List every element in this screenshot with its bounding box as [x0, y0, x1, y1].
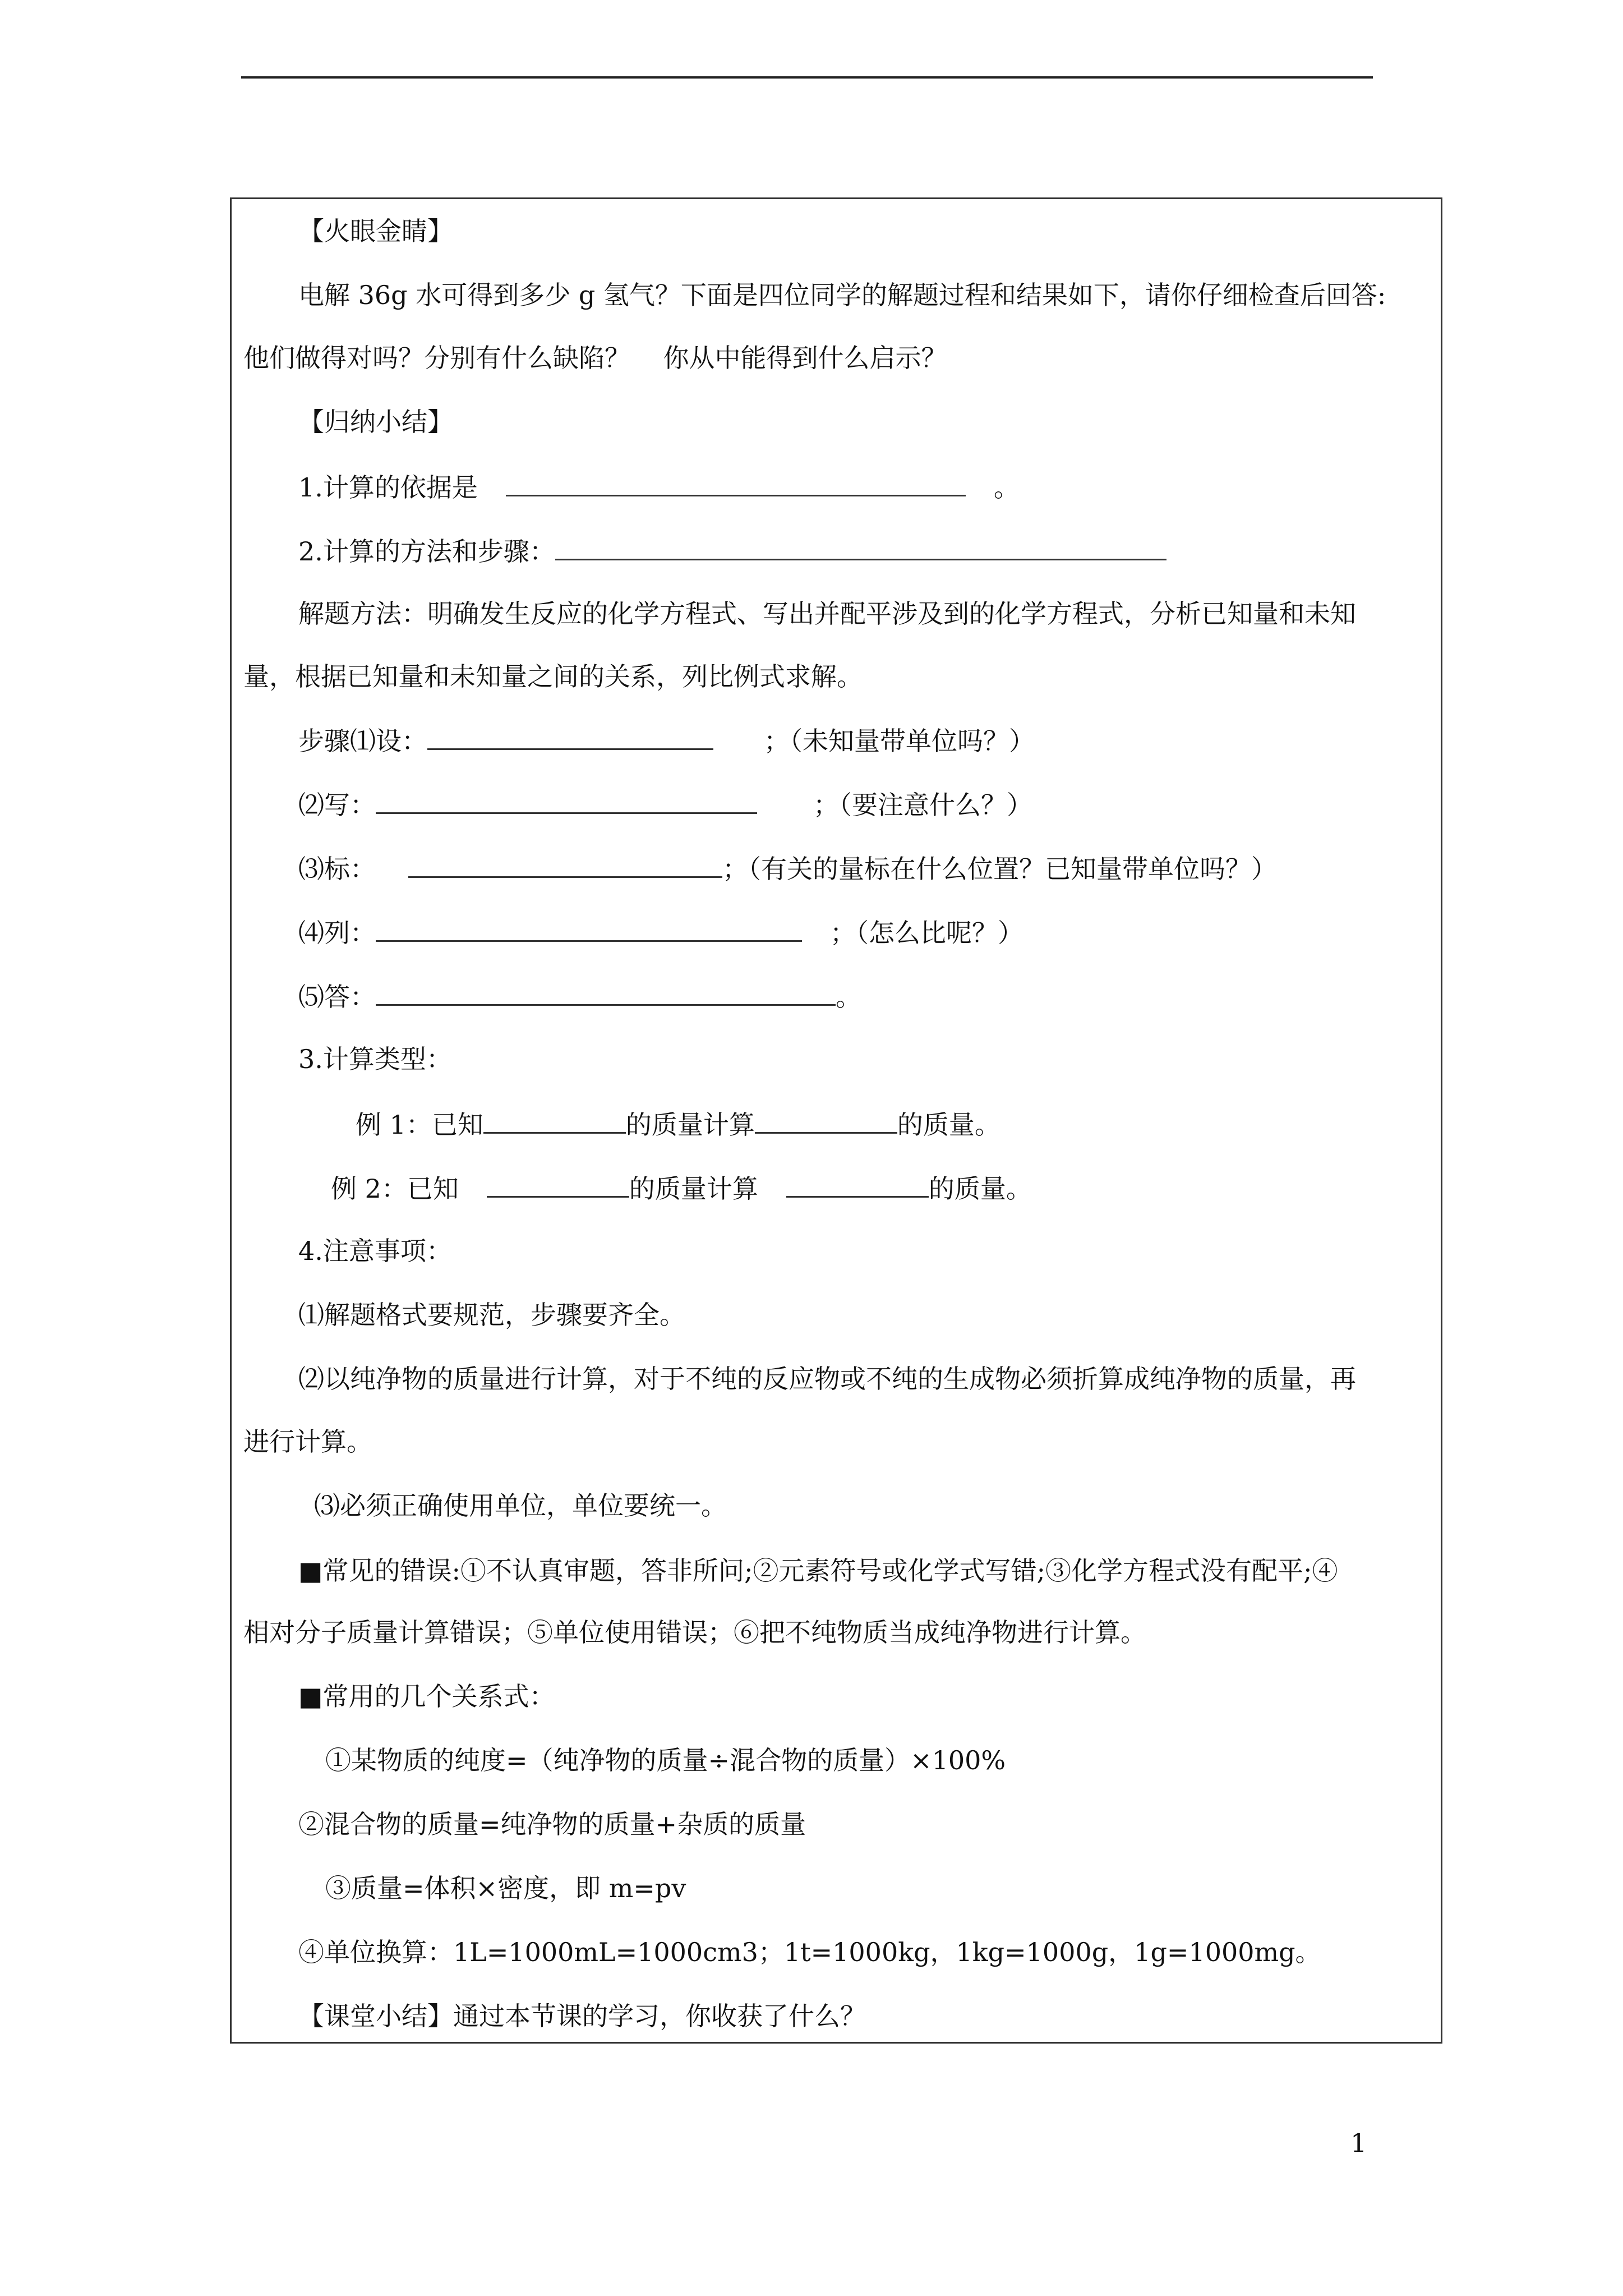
note-2-line-1: ⑵以纯净物的质量进行计算，对于不纯的反应物或不纯的生成物必须折算成纯净物的质量，再 [298, 1364, 1356, 1394]
step-1-blank[interactable] [427, 723, 713, 750]
step-3-blank[interactable] [408, 850, 722, 878]
problem-line-1: 电解 36g 水可得到多少 g 氢气？下面是四位同学的解题过程和结果如下，请你仔细检查后回答: [298, 280, 1386, 310]
huoyan-heading: 【火眼金睛】 [298, 216, 453, 246]
step-2-suffix: ；（要注意什么？） [813, 790, 1032, 820]
relations-heading: ■常用的几个关系式： [298, 1681, 555, 1711]
note-1: ⑴解题格式要规范，步骤要齐全。 [298, 1300, 685, 1330]
step-1-suffix: ；（未知量带单位吗？） [764, 726, 1035, 756]
example-2-blank-a[interactable] [487, 1170, 629, 1198]
relation-2: ②混合物的质量=纯净物的质量+杂质的质量 [298, 1809, 806, 1839]
example-2-blank-b[interactable] [786, 1170, 929, 1198]
step-4-suffix: ；（怎么比呢？） [830, 918, 1023, 948]
example-1-blank-b[interactable] [755, 1106, 897, 1134]
step-2 [298, 786, 1032, 822]
relation-4: ④单位换算：1L=1000mL=1000cm3；1t=1000kg，1kg=1000g，1g=1000mg。 [298, 1937, 1321, 1967]
approach-line-2: 量，根据已知量和未知量之间的关系，列比例式求解。 [243, 661, 863, 692]
notes-heading: 4.注意事项： [298, 1236, 452, 1266]
relation-3: ③质量=体积×密度，即 m=pv [325, 1873, 686, 1903]
step-1 [298, 723, 1035, 758]
method-blank[interactable] [555, 533, 1166, 560]
summary-heading: 【归纳小结】 [298, 407, 453, 437]
step-5 [298, 978, 861, 1014]
errors-line-2: 相对分子质量计算错误；⑤单位使用错误；⑥把不纯物质当成纯净物进行计算。 [243, 1617, 1146, 1648]
step-5-blank[interactable] [376, 978, 836, 1006]
basis-suffix: 。 [993, 472, 1020, 503]
note-3: ⑶必须正确使用单位，单位要统一。 [314, 1490, 727, 1521]
types-heading: 3.计算类型： [298, 1044, 452, 1074]
example-1-mid: 的质量计算 [625, 1110, 755, 1140]
step-3 [298, 850, 1277, 886]
step-3-suffix: ；（有关的量标在什么位置？已知量带单位吗？） [722, 854, 1277, 884]
note-2-line-2: 进行计算。 [243, 1427, 372, 1457]
class-summary: 【课堂小结】通过本节课的学习，你收获了什么？ [298, 2001, 866, 2031]
step-3-prefix: ⑶标： [298, 854, 376, 884]
step-2-prefix: ⑵写： [298, 790, 376, 820]
step-4-prefix: ⑷列： [298, 918, 376, 948]
basis-blank[interactable] [506, 469, 966, 496]
step-1-prefix: 步骤⑴设： [298, 726, 427, 756]
page-number: 1 [1350, 2128, 1367, 2158]
step-5-prefix: ⑸答： [298, 982, 376, 1012]
approach-line-1: 解题方法：明确发生反应的化学方程式、写出并配平涉及到的化学方程式，分析已知量和未知 [298, 599, 1356, 629]
method-line [298, 533, 1166, 568]
step-5-suffix: 。 [836, 982, 861, 1012]
example-1 [356, 1106, 1000, 1142]
example-2 [331, 1170, 1032, 1205]
example-2-suffix: 的质量。 [928, 1174, 1032, 1204]
example-1-suffix: 的质量。 [897, 1110, 1000, 1140]
relation-1: ①某物质的纯度=（纯净物的质量÷混合物的质量）×100% [325, 1745, 1006, 1775]
step-4 [298, 914, 1023, 950]
method-prefix: 2.计算的方法和步骤： [298, 536, 555, 567]
example-2-prefix: 例 2：已知 [331, 1174, 459, 1204]
basis-line [298, 469, 1020, 504]
step-4-blank[interactable] [376, 914, 802, 942]
step-2-blank[interactable] [376, 786, 757, 814]
example-2-mid: 的质量计算 [629, 1174, 758, 1204]
errors-line-1: ■常见的错误:①不认真审题，答非所问;②元素符号或化学式写错;③化学方程式没有配平;④ [298, 1556, 1338, 1586]
problem-line-2: 他们做得对吗？分别有什么缺陷？ 你从中能得到什么启示？ [243, 343, 947, 373]
basis-prefix: 1.计算的依据是 [298, 472, 478, 503]
header-rule [241, 76, 1373, 79]
example-1-blank-a[interactable] [483, 1106, 626, 1134]
example-1-prefix: 例 1：已知 [356, 1110, 483, 1140]
